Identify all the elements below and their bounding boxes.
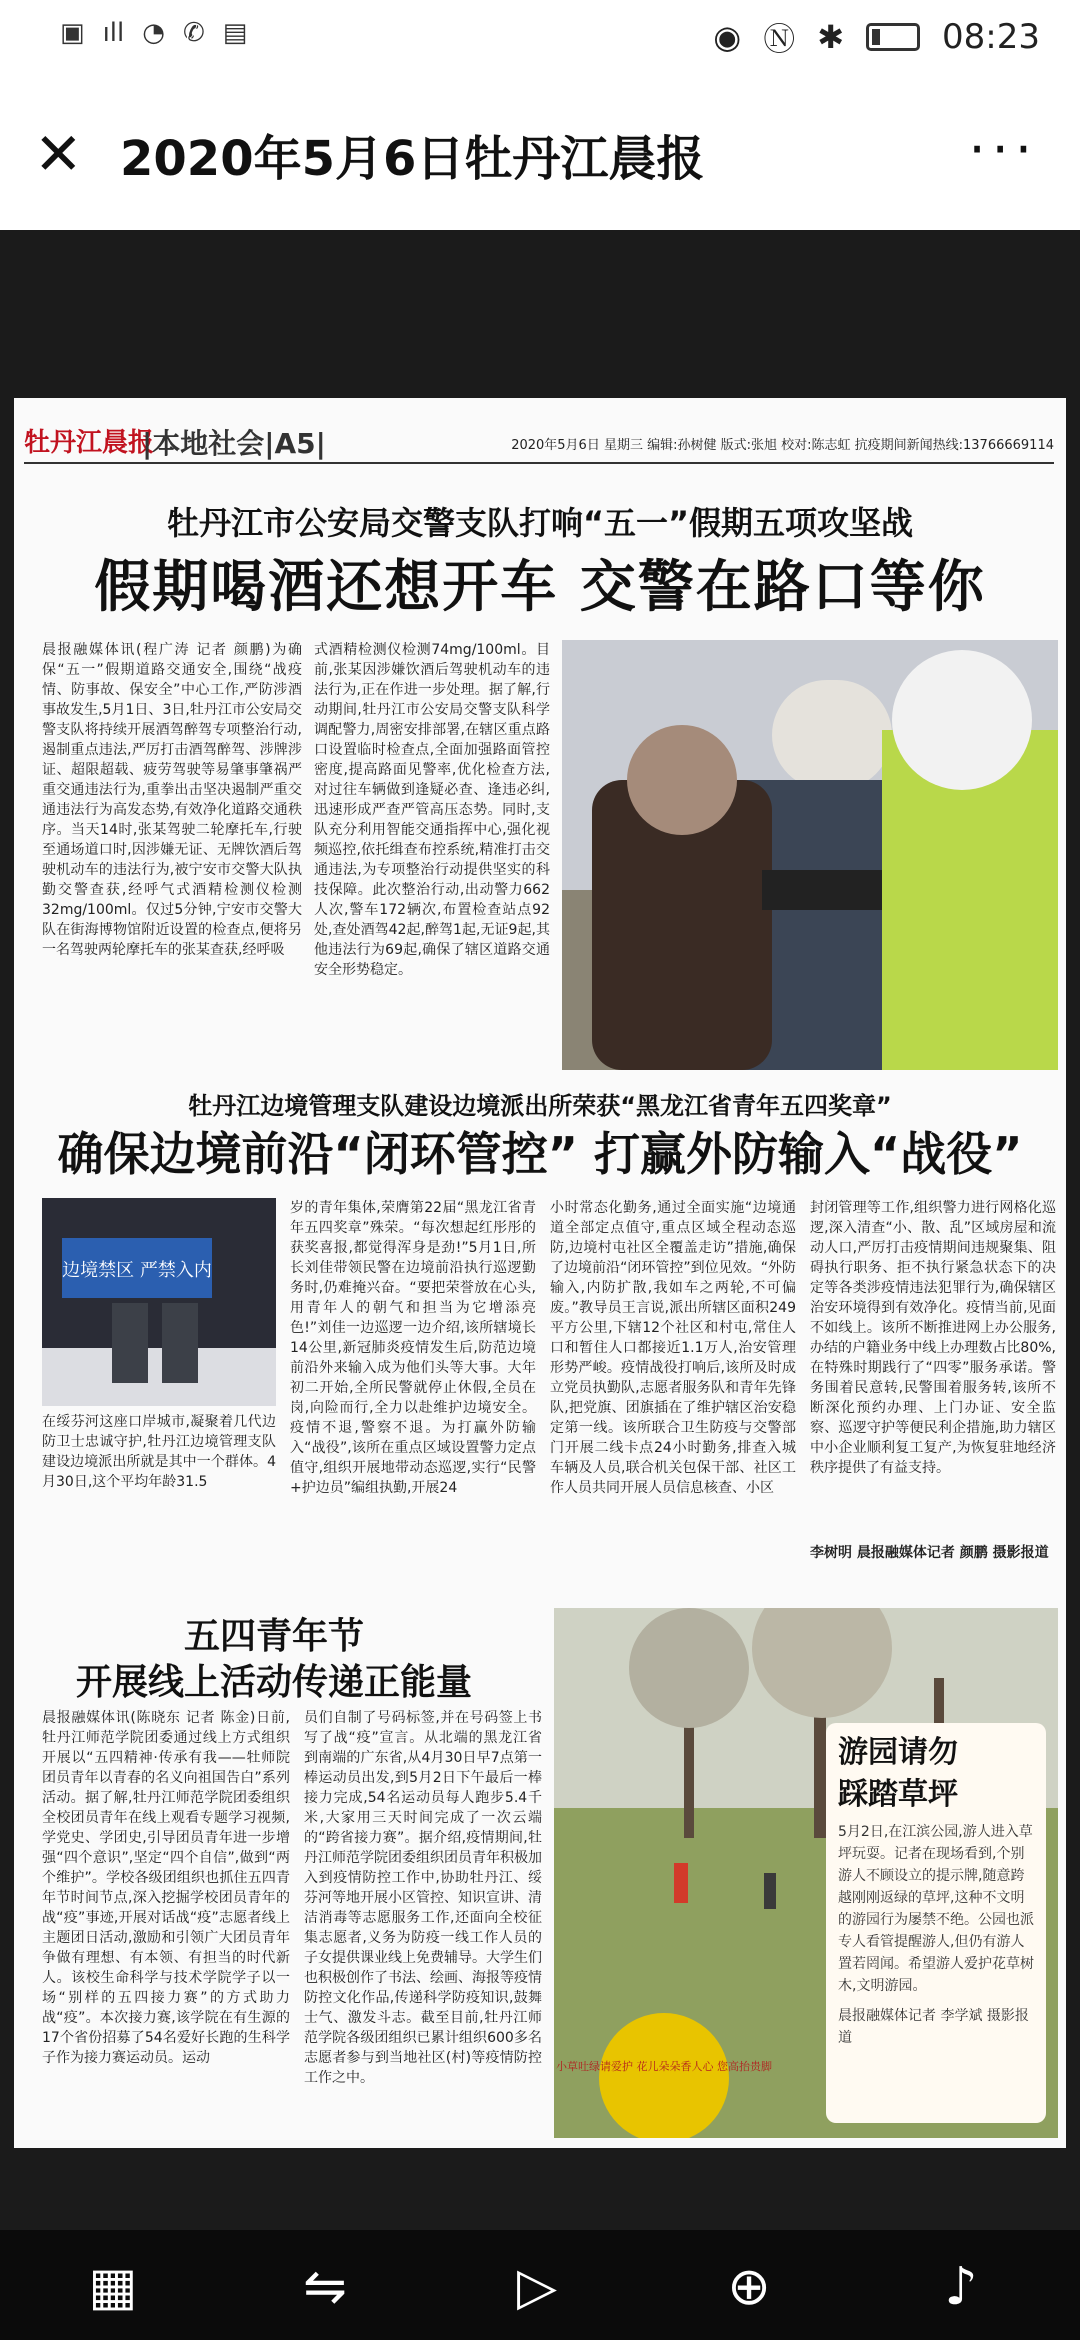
border-sign-text: 边境禁区 严禁入内 [62, 1260, 212, 1281]
article2-byline: 李树明 晨报融媒体记者 颜鹏 摄影报道 [810, 1545, 1049, 1561]
close-icon[interactable]: ✕ [34, 120, 83, 188]
play-icon[interactable]: ▷ [517, 2257, 557, 2317]
sidebar-text: 5月2日,在江滨公园,游人进入草坪玩耍。记者在现场看到,个别游人不顾设立的提示牌,随意跨越刚刚返绿的草坪,这种不文明的游园行为屡禁不绝。公园也派专人看管提醒游人,但仍有游人置若罔闻。希望游人爱护花草树木,文明游园。 [838, 1824, 1034, 1994]
article2-column-3: 小时常态化勤务,通过全面实施“边境通道全部定点值守,重点区域全程动态巡防,边境村屯社区全覆盖走访”措施,确保了边境前沿“闭环管控”到位见效。“外防输入,内防扩散,我如车之两轮,不可偏废。”教导员王言说,派出所辖区面积249平方公里,下辖12个社区和村屯,常住人口和暂住人口都接近1.1万人,治安管理形势严峻。疫情战役打响后,该所及时成立党员执勤队,志愿者服务队和青年先锋队,把党旗、团旗插在了维护辖区治安稳定第一线。该所联合卫生防疫与交警部门开展二线卡点24小时勤务,排查入城车辆及人员,联合机关包保干部、社区工作人员共同开展人员信息核查、小区 [550, 1200, 796, 1496]
sidebar-headline-line2: 踩踏草坪 [838, 1777, 958, 1812]
issue-meta: 2020年5月6日 星期三 编辑:孙树健 版式:张旭 校对:陈志虹 抗疫期间新闻热线:13766669114 [511, 438, 1054, 453]
battery-icon [866, 23, 920, 51]
article1-headline: 假期喝酒还想开车 交警在路口等你 [94, 555, 986, 620]
article1-column-1: 晨报融媒体讯(程广涛 记者 颜鹏)为确保“五一”假期道路交通安全,围绕“战疫情、防事故、保安全”中心工作,严防涉酒事故发生,5月1日、3日,牡丹江市公安局交警支队将持续开展酒驾醉驾专项整治行动,遏制重点违法,严厉打击酒驾醉驾、涉牌涉证、超限超载、疲劳驾驶等易肇事肇祸严重交通违法行为,重拳出击坚决遏制严重交通违法行为高发态势,有效净化道路交通秩序。当天14时,张某驾驶二轮摩托车,行驶至通场道口时,因涉嫌无证、无牌饮酒后驾驶机动车的违法行为,被宁安市交警大队执勤交警查获,经呼气式酒精检测仪检测32mg/100ml。仅过5分钟,宁安市交警大队在街海博物馆附近设置的检查点,便将另一名驾驶两轮摩托车的张某查获,经呼吸 [42, 642, 302, 958]
sidebar-box [826, 1723, 1046, 2123]
status-right-icons [713, 14, 1040, 60]
music-icon[interactable]: ♪ [944, 2257, 978, 2317]
status-bar [0, 0, 1080, 80]
page-title: 2020年5月6日牡丹江晨报 [120, 131, 705, 187]
article1-subtitle: 牡丹江市公安局交警支队打响“五一”假期五项攻坚战 [166, 504, 914, 542]
article2-subtitle: 牡丹江边境管理支队建设边境派出所荣获“黑龙江省青年五四奖章” [188, 1092, 892, 1120]
zoom-icon[interactable]: ⊕ [727, 2257, 771, 2317]
article2-column-4: 封闭管理等工作,组织警力进行网格化巡逻,深入清查“小、散、乱”区域房屋和流动人口,严厉打击疫情期间违规聚集、阻碍执行职务、拒不执行紧急状态下的决定等各类涉疫情违法犯罪行为,确保辖区治安环境得到有效净化。疫情当前,见面不如线上。该所不断推进网上办公服务,办结的户籍业务中线上办理数占比80%,在特殊时期践行了“四零”服务承诺。警务围着民意转,民警围着服务转,该所不断深化预约办理、上门办证、安全监察、巡逻守护等便民利企措施,助力辖区中小企业顺利复工复产,为恢复驻地经济秩序提供了有益支持。 [810, 1200, 1056, 1476]
article3-headline-line2: 开展线上活动传递正能量 [75, 1662, 472, 1703]
grid-icon[interactable]: ▦ [88, 2257, 138, 2317]
article2-column-1: 在绥芬河这座口岸城市,凝聚着几代边防卫士忠诚守护,牡丹江边境管理支队建设边境派出所就是其中一个群体。4月30日,这个平均年龄31.5 [42, 1414, 276, 1490]
article2-column-2: 岁的青年集体,荣膺第22届“黑龙江省青年五四奖章”殊荣。“每次想起红彤彤的获奖喜报,都觉得浑身是劲!”5月1日,所长刘佳带领民警在边境前沿执行巡逻勤务时,仍难掩兴奋。“要把荣誉放在心头,用青年人的朝气和担当为它增添亮色!”刘佳一边巡逻一边介绍,该所辖境长14公里,新冠肺炎疫情发生后,防范边境前沿外来输入成为他们头等大事。大年初二开始,全所民警就停止休假,全员在岗,向险而行,全力以赴维护边境安全。疫情不退,警察不退。为打赢外防输入“战役”,该所在重点区域设置警力定点值守,组织开展地带动态巡逻,实行“民警+护边员”编组执勤,开展24 [290, 1200, 536, 1496]
article3-column-1: 晨报融媒体讯(陈晓东 记者 陈金)日前,牡丹江师范学院团委通过线上方式组织开展以“五四精神·传承有我——牡师院团员青年以青春的名义向祖国告白”系列活动。据了解,牡丹江师范学院团委组织全校团员青年在线上观看专题学习视频,学党史、学团史,引导团员青年进一步增强“四个意识”,坚定“四个自信”,做到“两个维护”。学校各级团组织也抓住五四青年节时间节点,深入挖掘学校团员青年的战“疫”事迹,开展对话战“疫”志愿者线上主题团日活动,激励和引领广大团员青年争做有理想、有本领、有担当的时代新人。该校生命科学与技术学院学子以一场“别样的五四接力赛”的方式助力战“疫”。本次接力赛,该学院在有生源的17个省份招募了54名爱好长跑的生科学子作为接力赛运动员。运动 [42, 1710, 290, 2066]
more-options-button[interactable]: ··· [968, 118, 1038, 181]
bluetooth-icon: ✱ [817, 18, 845, 56]
app-icon: ▤ [222, 18, 248, 48]
status-left-icons [60, 18, 247, 48]
wifi-icon: ◔ [142, 18, 165, 48]
park-sign-text: 小草吐绿请爱护 花儿朵朵香人心 您高抬贵脚 [556, 2060, 772, 2073]
sidebar-credit: 晨报融媒体记者 李学斌 摄影报道 [838, 2008, 1029, 2046]
article3-column-2: 员们自制了号码标签,并在号码签上书写了战“疫”宣言。从北端的黑龙江省到南端的广东省,从4月30日早7点第一棒运动员出发,到5月2日下午最后一棒接力完成,54名运动员每人跑步5.4千米,大家用三天时间完成了一次云端的“跨省接力赛”。据介绍,疫情期间,牡丹江师范学院团委组织团员青年积极加入到疫情防控工作中,协助牡丹江、绥芬河等地开展小区管控、知识宣讲、清洁消毒等志愿服务工作,还面向全校征集志愿者,义务为防疫一线工作人员的子女提供课业线上免费辅导。大学生们也积极创作了书法、绘画、海报等疫情防控文化作品,传递科学防疫知识,鼓舞士气、激发斗志。截至目前,牡丹江师范学院各级团组织已累计组织600多名志愿者参与到当地社区(村)等疫情防控工作之中。 [304, 1710, 542, 2086]
article2-headline: 确保边境前沿“闭环管控” 打赢外防输入“战役” [57, 1127, 1023, 1181]
title-bar [0, 80, 1080, 230]
masthead [24, 422, 1054, 464]
eye-icon: ◉ [713, 18, 742, 56]
status-time: 08:23 [942, 17, 1040, 57]
signal-icon: ıll [102, 18, 125, 48]
traffic-police-photo [562, 640, 1058, 1070]
newspaper-viewer[interactable] [0, 230, 1080, 2230]
sim-icon: ▣ [60, 18, 85, 48]
bottom-toolbar [0, 2230, 1080, 2340]
article3-headline-line1: 五四青年节 [183, 1616, 364, 1657]
wechat-icon: ✆ [182, 18, 205, 48]
article1-column-2: 式酒精检测仪检测74mg/100ml。目前,张某因涉嫌饮酒后驾驶机动车的违法行为,正在作进一步处理。据了解,行动期间,牡丹江市公安局交警支队科学调配警力,周密安排部署,在辖区重点路口设置临时检查点,全面加强路面管控密度,提高路面见警率,优化检查方法,对过往车辆做到逢疑必查、逢违必纠,迅速形成严查严管高压态势。同时,支队充分利用智能交通指挥中心,强化视频巡控,依托缉查布控系统,精准打击交通违法,为专项整治行动提供坚实的科技保障。此次整治行动,出动警力662人次,警车172辆次,布置检查站点92处,查处酒驾42起,醉驾1起,无证9起,其他违法行为69起,确保了辖区道路交通安全形势稳定。 [314, 642, 550, 978]
switch-icon[interactable]: ⇋ [303, 2257, 347, 2317]
section-label: |本地社会|A5| [142, 427, 326, 460]
border-patrol-photo [42, 1198, 276, 1406]
sidebar-headline-line1: 游园请勿 [838, 1735, 958, 1770]
newspaper-logo: 牡丹江晨报 [24, 428, 155, 458]
nfc-icon: Ⓝ [763, 20, 796, 58]
newspaper-page[interactable] [14, 398, 1066, 2148]
